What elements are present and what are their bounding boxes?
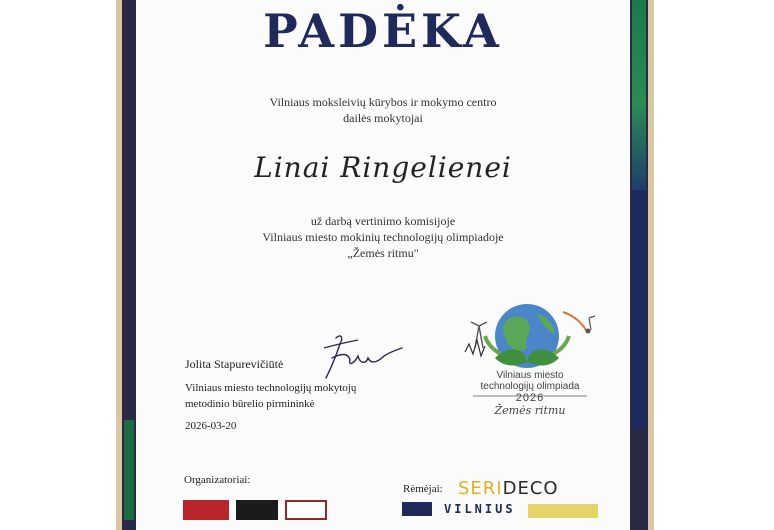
reason-line1: už darbą vertinimo komisijoje: [310, 214, 456, 228]
handwritten-signature: [318, 330, 408, 385]
reason-line3: „Žemės ritmu": [347, 246, 419, 260]
sponsor-deco-text: DECO: [502, 478, 559, 499]
organizer-logo-2: [236, 500, 278, 520]
logo-line1: Vilniaus miesto: [496, 370, 564, 381]
certificate-paper: [136, 0, 630, 530]
recipient-intro-line2: dailės mokytojai: [343, 111, 423, 125]
signatory-role-line1: Vilniaus miesto technologijų mokytojų: [185, 382, 357, 394]
right-green-stripe: [632, 0, 646, 190]
recipient-name: Linai Ringelienei: [254, 151, 512, 184]
signatory-name: Jolita Stapurevičiūtė: [185, 357, 284, 371]
sponsor-vilnius-text: VILNIUS: [444, 502, 516, 516]
signatory-role-line2: metodinio būrelio pirmininkė: [185, 398, 315, 410]
left-green-stripe: [124, 420, 134, 520]
vilnius-emblem-icon: [402, 502, 432, 516]
sponsor-serideco-logo: [458, 478, 559, 499]
sponsors-label: Rėmėjai:: [403, 483, 443, 495]
logo-year: 2026: [515, 392, 545, 404]
organizers-label: Organizatoriai:: [184, 474, 251, 486]
right-blue-stripe: [632, 190, 646, 430]
sponsor-seri-text: SERI: [458, 478, 503, 499]
reason-line2: Vilniaus miesto mokinių technologijų olimpiadoje: [262, 230, 504, 244]
recipient-intro-line1: Vilniaus moksleivių kūrybos ir mokymo centro: [269, 95, 497, 109]
organizer-logo-3: [285, 500, 327, 520]
organizer-logo-1: [183, 500, 229, 520]
certificate-title: PADĖKA: [263, 4, 503, 58]
logo-line2: technologijų olimpiada: [480, 381, 580, 392]
signature-date: 2026-03-20: [185, 420, 237, 432]
logo-motto: Žemės ritmu: [494, 404, 566, 417]
